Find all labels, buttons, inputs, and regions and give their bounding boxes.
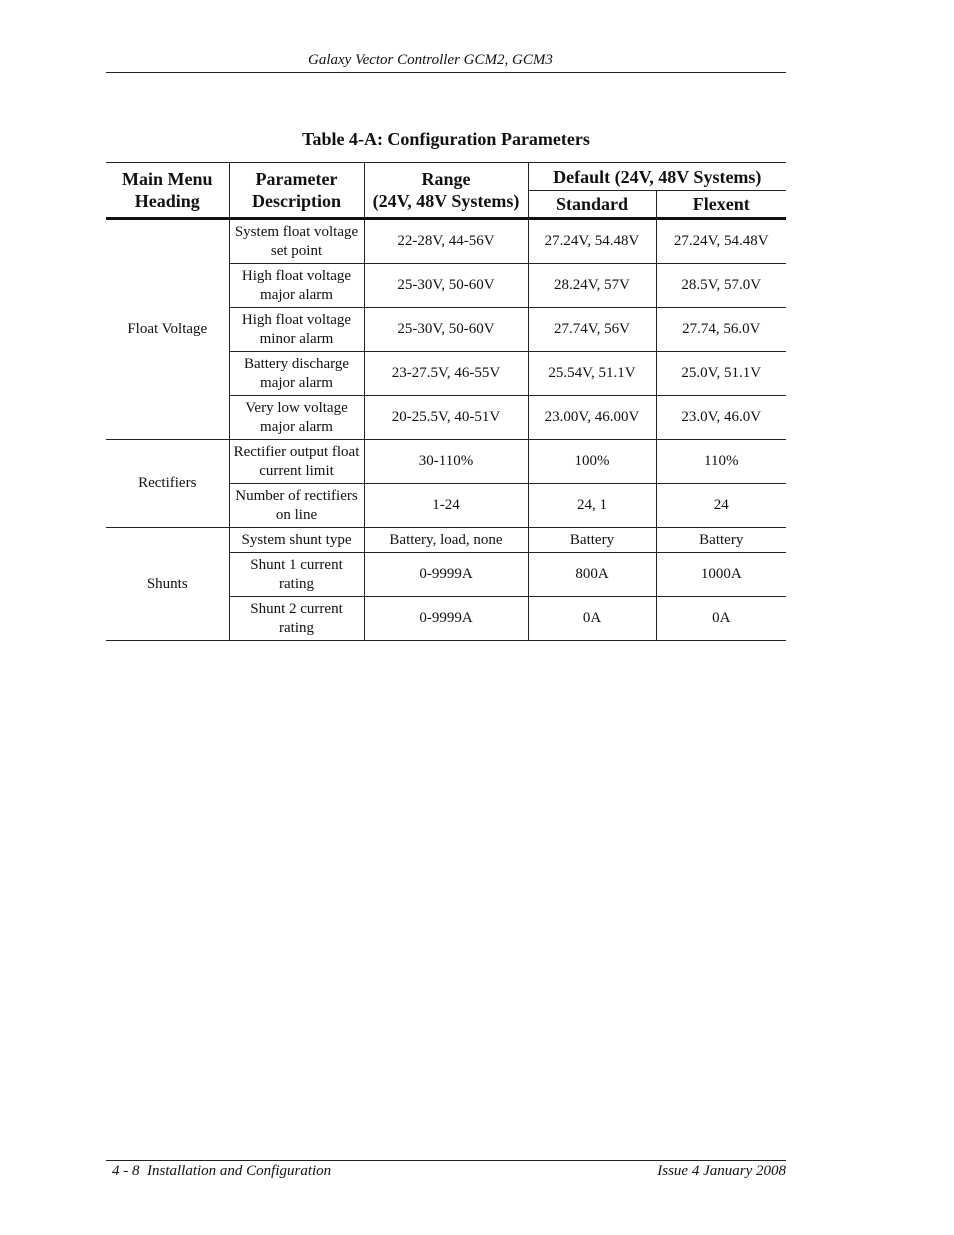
page-footer (106, 1160, 786, 1179)
range-cell: Battery, load, none (364, 528, 528, 553)
table-row (106, 528, 786, 553)
standard-default-cell: 27.24V, 54.48V (528, 219, 656, 264)
standard-default-cell: 23.00V, 46.00V (528, 396, 656, 440)
range-cell: 20-25.5V, 40-51V (364, 396, 528, 440)
column-header-main-menu-heading: Main Menu Heading (106, 163, 229, 219)
range-cell: 0-9999A (364, 597, 528, 641)
range-cell: 25-30V, 50-60V (364, 308, 528, 352)
table-row (106, 219, 786, 264)
column-header-standard: Standard (528, 191, 656, 219)
standard-default-cell: 25.54V, 51.1V (528, 352, 656, 396)
column-header-flexent: Flexent (656, 191, 786, 219)
flexent-default-cell: Battery (656, 528, 786, 553)
parameter-cell: System float voltage set point (229, 219, 364, 264)
parameter-cell: High float voltage major alarm (229, 264, 364, 308)
standard-default-cell: 24, 1 (528, 484, 656, 528)
column-header-range (364, 163, 528, 219)
parameter-cell: Battery discharge major alarm (229, 352, 364, 396)
flexent-default-cell: 1000A (656, 553, 786, 597)
table-caption: Table 4-A: Configuration Parameters (302, 129, 590, 149)
flexent-default-cell: 27.24V, 54.48V (656, 219, 786, 264)
range-cell: 30-110% (364, 440, 528, 484)
flexent-default-cell: 28.5V, 57.0V (656, 264, 786, 308)
flexent-default-cell: 0A (656, 597, 786, 641)
page-header (106, 50, 786, 73)
standard-default-cell: 0A (528, 597, 656, 641)
parameter-cell: Shunt 2 current rating (229, 597, 364, 641)
standard-default-cell: 28.24V, 57V (528, 264, 656, 308)
flexent-default-cell: 27.74, 56.0V (656, 308, 786, 352)
range-cell: 23-27.5V, 46-55V (364, 352, 528, 396)
range-cell: 0-9999A (364, 553, 528, 597)
column-header-range-line1: Range (421, 169, 471, 189)
range-cell: 25-30V, 50-60V (364, 264, 528, 308)
range-cell: 1-24 (364, 484, 528, 528)
parameter-cell: System shunt type (229, 528, 364, 553)
standard-default-cell: 100% (528, 440, 656, 484)
standard-default-cell: 800A (528, 553, 656, 597)
flexent-default-cell: 110% (656, 440, 786, 484)
column-header-parameter-description: Parameter Description (229, 163, 364, 219)
footer-section-label: 4 - 8 Installation and Configuration (112, 1163, 332, 1179)
configuration-parameters-table (106, 162, 786, 641)
table-row (106, 440, 786, 484)
parameter-cell: Number of rectifiers on line (229, 484, 364, 528)
standard-default-cell: Battery (528, 528, 656, 553)
parameter-cell: High float voltage minor alarm (229, 308, 364, 352)
group-heading-rectifiers: Rectifiers (106, 440, 229, 528)
document-title: Galaxy Vector Controller GCM2, GCM3 (308, 52, 553, 68)
parameter-cell: Rectifier output float current limit (229, 440, 364, 484)
footer-issue-date: Issue 4 January 2008 (657, 1163, 786, 1179)
flexent-default-cell: 23.0V, 46.0V (656, 396, 786, 440)
column-header-default-group: Default (24V, 48V Systems) (528, 163, 786, 191)
standard-default-cell: 27.74V, 56V (528, 308, 656, 352)
parameter-cell: Shunt 1 current rating (229, 553, 364, 597)
flexent-default-cell: 25.0V, 51.1V (656, 352, 786, 396)
flexent-default-cell: 24 (656, 484, 786, 528)
group-heading-float-voltage: Float Voltage (106, 219, 229, 440)
group-heading-shunts: Shunts (106, 528, 229, 641)
range-cell: 22-28V, 44-56V (364, 219, 528, 264)
parameter-cell: Very low voltage major alarm (229, 396, 364, 440)
column-header-range-line2: (24V, 48V Systems) (372, 191, 520, 211)
